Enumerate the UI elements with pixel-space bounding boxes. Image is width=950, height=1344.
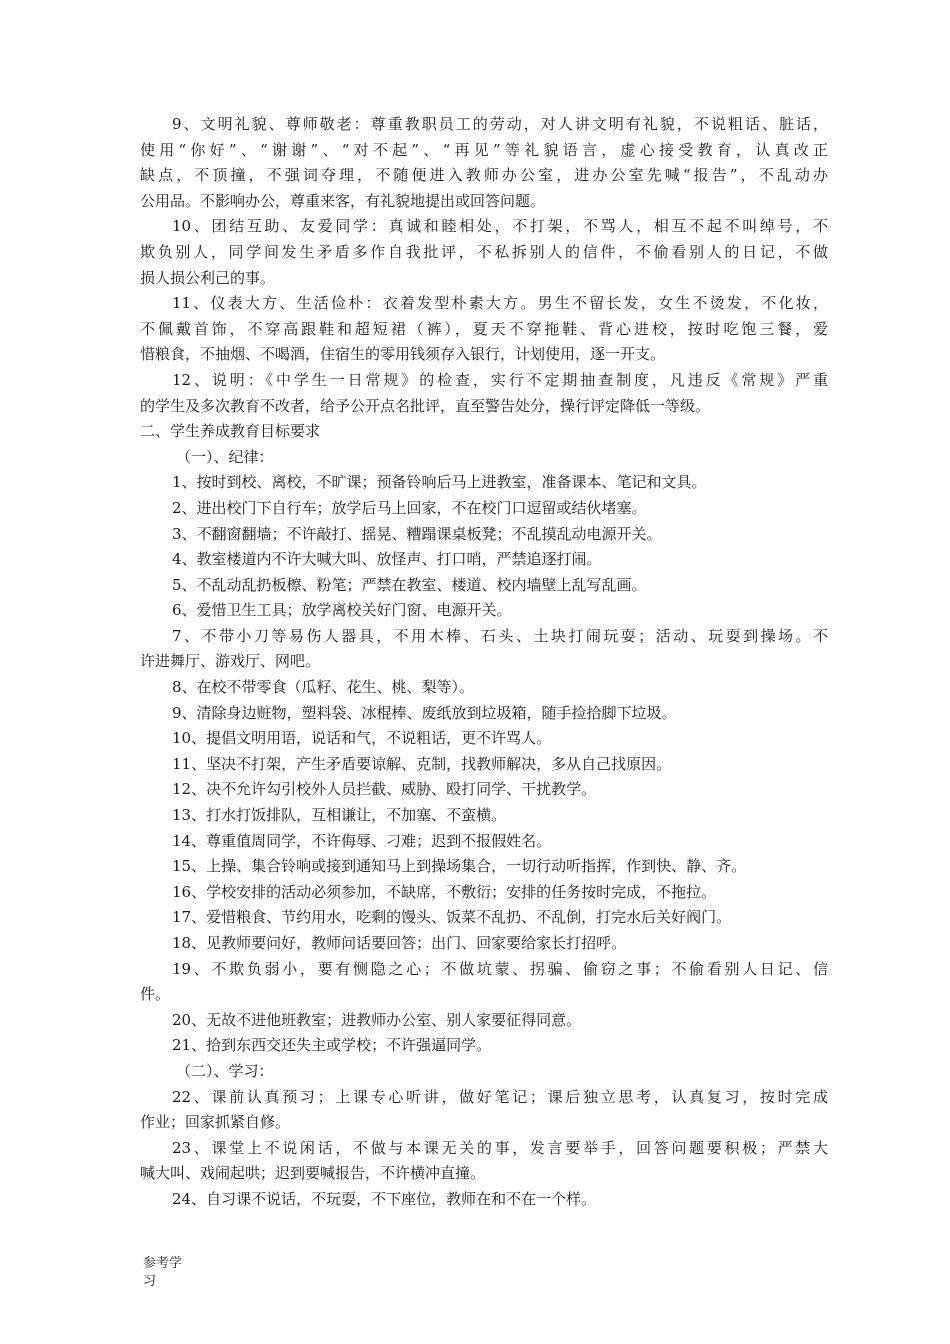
subheading-study-line: （二）、学习： (176, 1061, 274, 1080)
item-9-line: 9、清除身边赃物，塑料袋、冰棍棒、废纸放到垃圾箱，随手捡拾脚下垃圾。 (172, 703, 677, 722)
item-12 (140, 777, 828, 803)
item-20-line: 20、无故不进他班教室；进教师办公室、别人家要征得同意。 (172, 1010, 582, 1029)
rule-9-line: 使用“你好”、“谢谢”、“对不起”、“再见”等礼貌语言，虚心接受教育，认真改正 (140, 140, 828, 159)
rule-11-line: 11、仪表大方、生活俭朴：衣着发型朴素大方。男生不留长发，女生不烫发，不化妆， (172, 294, 828, 313)
section-heading-2-line: 二、学生养成教育目标要求 (140, 422, 321, 441)
rule-9-line: 缺点，不顶撞，不强词夺理，不随便进入教师办公室，进办公室先喊“报告”，不乱动办 (140, 166, 828, 185)
item-19-line: 件。 (140, 985, 171, 1004)
item-22-line: 作业；回家抓紧自修。 (140, 1113, 291, 1132)
rule-9 (140, 112, 828, 214)
item-12-line: 12、决不允许勾引校外人员拦截、威胁、殴打同学、干扰教学。 (172, 780, 597, 799)
subheading-study (140, 1059, 828, 1085)
item-6-line: 6、爱惜卫生工具；放学离校关好门窗、电源开关。 (172, 601, 512, 620)
subheading-discipline (140, 445, 828, 471)
item-1-line: 1、按时到校、离校，不旷课；预备铃响后马上进教室，准备课本、笔记和文具。 (172, 473, 707, 492)
item-7 (140, 624, 828, 675)
item-14 (140, 829, 828, 855)
rule-10-line: 损人损公利己的事。 (140, 268, 276, 287)
item-21-line: 21、拾到东西交还失主或学校；不许强逼同学。 (172, 1036, 492, 1055)
item-19-line: 19、不欺负弱小，要有恻隐之心；不做坑蒙、拐骗、偷窃之事；不偷看别人日记、信 (172, 959, 828, 978)
item-17 (140, 905, 828, 931)
section-heading-2 (140, 419, 828, 445)
item-23-line: 喊大叫、戏闹起哄；迟到要喊报告，不许横冲直撞。 (140, 1164, 486, 1183)
rule-11-line: 惜粮食，不抽烟、不喝酒，住宿生的零用钱须存入银行，计划使用，逐一开支。 (140, 345, 666, 364)
item-5 (140, 573, 828, 599)
item-3 (140, 522, 828, 548)
item-1 (140, 470, 828, 496)
rule-12 (140, 368, 828, 419)
page-footer (143, 1255, 203, 1291)
rule-11 (140, 291, 828, 368)
item-15 (140, 854, 828, 880)
footer-line-2: 习 (143, 1274, 157, 1289)
item-2-line: 2、进出校门下自行车；放学后马上回家，不在校门口逗留或结伙堵塞。 (172, 498, 647, 517)
rule-10-line: 10、团结互助、友爱同学：真诚和睦相处，不打架，不骂人，相互不起不叫绰号，不 (172, 217, 828, 236)
rule-11-line: 不佩戴首饰，不穿高跟鞋和超短裙（裤），夏天不穿拖鞋、背心进校，按时吃饱三餐，爱 (140, 319, 828, 338)
rule-12-line: 12、说明：《中学生一日常规》的检查，实行不定期抽查制度，凡违反《常规》严重 (172, 370, 828, 389)
item-24 (140, 1187, 828, 1213)
item-22-line: 22、课前认真预习；上课专心听讲，做好笔记；课后独立思考，认真复习，按时完成 (172, 1087, 828, 1106)
rule-10 (140, 214, 828, 291)
item-10 (140, 726, 828, 752)
item-7-line: 7、不带小刀等易伤人器具，不用木棒、石头、土块打闹玩耍；活动、玩耍到操场。不 (172, 626, 828, 645)
item-3-line: 3、不翻窗翻墙；不许敲打、摇晃、糟蹋课桌板凳；不乱摸乱动电源开关。 (172, 524, 662, 543)
item-19 (140, 957, 828, 1008)
rule-12-line: 的学生及多次教育不改者，给予公开点名批评，直至警告处分，操行评定降低一等级。 (140, 396, 711, 415)
item-4 (140, 547, 828, 573)
item-5-line: 5、不乱动乱扔板檫、粉笔；严禁在教室、楼道、校内墙壁上乱写乱画。 (172, 575, 647, 594)
item-20 (140, 1008, 828, 1034)
item-8-line: 8、在校不带零食（瓜籽、花生、桃、梨等）。 (172, 678, 475, 697)
item-23 (140, 1136, 828, 1187)
item-23-line: 23、课堂上不说闲话，不做与本课无关的事，发言要举手，回答问题要积极；严禁大 (172, 1138, 828, 1157)
item-6 (140, 598, 828, 624)
document-body (140, 112, 828, 1213)
item-22 (140, 1085, 828, 1136)
footer-line-1: 参考学 (143, 1256, 183, 1271)
item-13-line: 13、打水打饭排队，互相谦让，不加塞、不蛮横。 (172, 806, 507, 825)
item-24-line: 24、自习课不说话，不玩耍，不下座位，教师在和不在一个样。 (172, 1189, 597, 1208)
rule-9-line: 9、文明礼貌、尊师敬老：尊重教职员工的劳动，对人讲文明有礼貌，不说粗话、脏话， (172, 115, 828, 133)
rule-10-line: 欺负别人，同学间发生矛盾多作自我批评，不私拆别人的信件，不偷看别人的日记，不做 (140, 242, 828, 261)
item-18 (140, 931, 828, 957)
item-21 (140, 1033, 828, 1059)
item-14-line: 14、尊重值周同学，不许侮辱、刁难；迟到不报假姓名。 (172, 831, 552, 850)
item-8 (140, 675, 828, 701)
rule-9-line: 公用品。不影响办公，尊重来客，有礼貌地提出或回答问题。 (140, 191, 546, 210)
subheading-discipline-line: （一）、纪律： (176, 447, 274, 466)
item-4-line: 4、教室楼道内不许大喊大叫、放怪声、打口哨，严禁追逐打闹。 (172, 550, 602, 569)
item-7-line: 许进舞厅、游戏厅、网吧。 (140, 652, 321, 671)
item-2 (140, 496, 828, 522)
item-11-line: 11、坚决不打架，产生矛盾要谅解、克制，找教师解决，多从自己找原因。 (172, 754, 672, 773)
item-15-line: 15、上操、集合铃响或接到通知马上到操场集合，一切行动听指挥，作到快、静、齐。 (172, 857, 747, 876)
item-9 (140, 701, 828, 727)
item-11 (140, 752, 828, 778)
item-18-line: 18、见教师要问好，教师问话要回答；出门、回家要给家长打招呼。 (172, 934, 627, 952)
item-17-line: 17、爱惜粮食、节约用水，吃剩的馒头、饭菜不乱扔、不乱倒，打完水后关好阀门。 (172, 908, 732, 927)
item-16 (140, 880, 828, 906)
item-16-line: 16、学校安排的活动必须参加，不缺席，不敷衍；安排的任务按时完成，不拖拉。 (172, 882, 717, 901)
item-10-line: 10、提倡文明用语，说话和气，不说粗话，更不许骂人。 (172, 729, 552, 748)
item-13 (140, 803, 828, 829)
